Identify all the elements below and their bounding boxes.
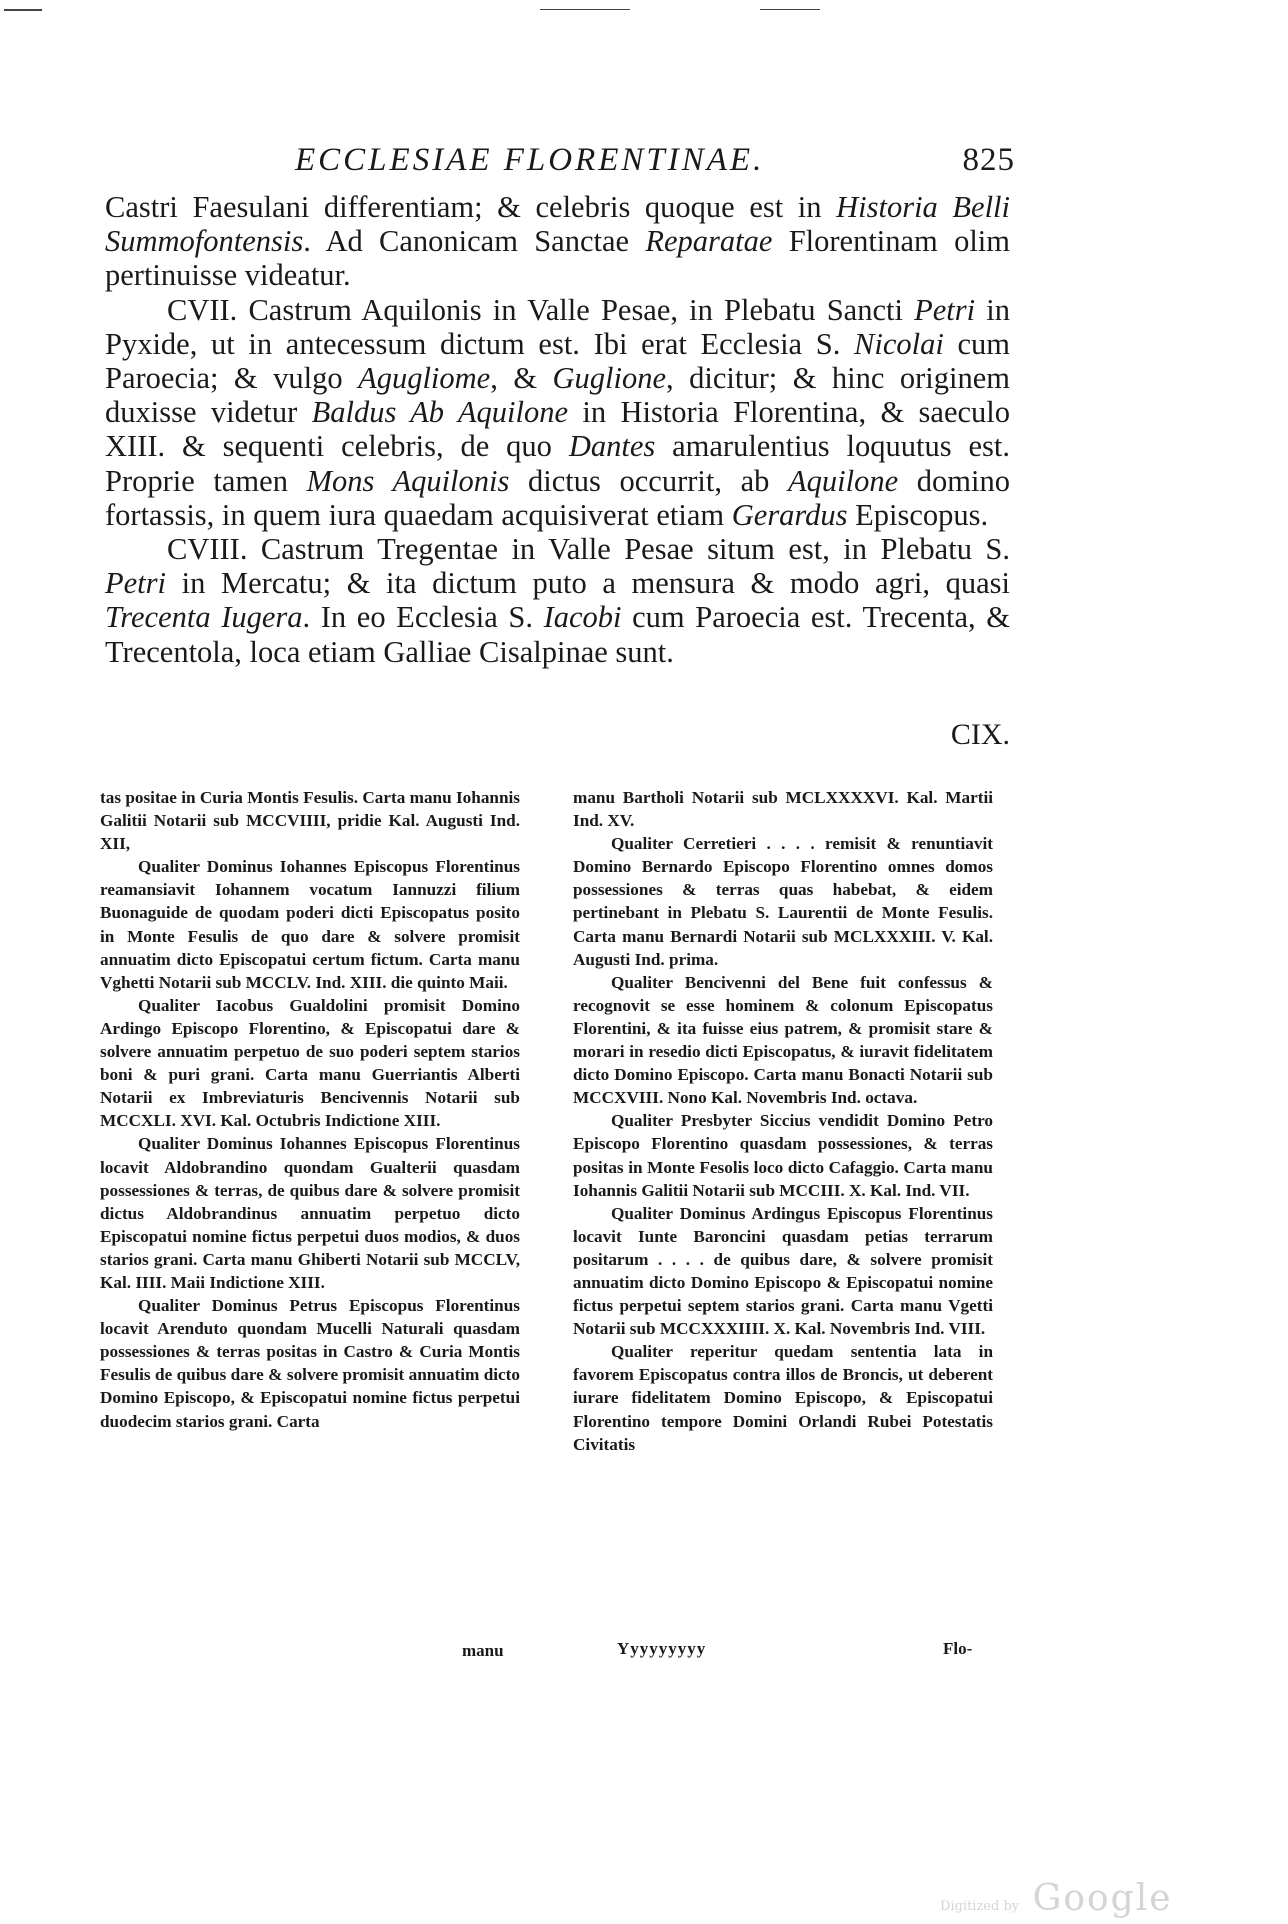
italic-phrase: Reparatae (645, 224, 773, 259)
running-title: ECCLESIAE FLORENTINAE. (295, 142, 765, 178)
text-run: in Pyxide, ut in antecessum dictum est. Ibi erat Ecclesia S. (105, 292, 1010, 361)
text-run: . In eo Ecclesia S. (302, 600, 544, 635)
scan-edge-mark (540, 9, 630, 10)
watermark-prefix: Digitized by (940, 1899, 1020, 1914)
italic-phrase: Iacobi (543, 600, 622, 635)
footnote-column-left (100, 786, 520, 1433)
italic-phrase: Dantes (568, 429, 656, 464)
italic-phrase: Historia Belli Summofontensis (105, 190, 1010, 259)
footnote-paragraph: Qualiter Presbyter Siccius vendidit Domino Petro Episcopo Florentino quasdam possessiones, & terras positas in Monte Fesolis loco dicto Cafaggio. Carta manu Iohannis Galitii Notarii sub MCCIII. X. Kal. Ind. VII. (573, 1111, 993, 1200)
scan-edge-mark (760, 9, 820, 10)
italic-phrase: Aquilone (788, 463, 899, 498)
footnote-paragraph: manu Bartholi Notarii sub MCLXXXXVI. Kal. Martii Ind. XV. (573, 788, 993, 831)
scan-edge-mark (4, 9, 42, 11)
text-run: domino fortassis, in quem iura quaedam acquisiverat etiam (105, 463, 1011, 532)
main-paragraph (105, 293, 1010, 532)
main-paragraph (105, 190, 1010, 293)
main-text (105, 190, 1010, 669)
text-run: . Ad Canonicam Sanctae (303, 224, 646, 259)
text-run: Castri Faesulani differentiam; & celebris quoque est in (105, 190, 837, 224)
watermark-logo: Google (1032, 1878, 1173, 1919)
text-run: amarulentius loquutus est. Proprie tamen (105, 429, 1010, 498)
text-run: , & (490, 361, 553, 396)
text-run: CVIII. Castrum Tregentae in Valle Pesae situm est, in Plebatu S. (167, 532, 1010, 567)
text-run: Florentinam olim pertinuisse videatur. (105, 224, 1010, 293)
page-number: 825 (962, 142, 1015, 178)
footnote-paragraph: Qualiter Dominus Iohannes Episcopus Florentinus locavit Aldobrandino quondam Gualterii quasdam possessiones & terras, de quibus dare & solvere promisit dictus Aldobrandinus annuatim perpetuo dicto Episcopatui nomine fictus perpetui duos modios, & duos starios grani. Carta manu Ghiberti Notarii sub MCCLV, Kal. IIII. Maii Indictione XIII. (100, 1134, 520, 1292)
text-run: , dicitur; & hinc originem duxisse videtur (105, 361, 1010, 430)
text-run: CVII. Castrum Aquilonis in Valle Pesae, in Plebatu Sancti (167, 292, 915, 327)
italic-phrase: Agugliome (358, 361, 491, 396)
running-head (295, 142, 1015, 182)
text-run: in Mercatu; & ita dictum puto a mensura & modo agri, quasi (166, 566, 1010, 601)
italic-phrase: Guglione (552, 361, 667, 396)
digitized-watermark (940, 1878, 1173, 1919)
italic-phrase: Nicolai (854, 326, 944, 361)
footnote-paragraph: Qualiter reperitur quedam sententia lata in favorem Episcopatus contra illos de Broncis, ut deberent iurare fidelitatem Domino Episcopo, & Episcopatui Florentino tempore Domini Orlandi Rubei Potestatis Civitatis (573, 1342, 993, 1454)
footnote-paragraph: Qualiter Bencivenni del Bene fuit confessus & recognovit se esse hominem & colonum Episcopatus Florentini, & ita fuisse eius patrem, & promisit stare & morari in resedio dicti Episcopatus, & iuravit fidelitatem dicto Domino Episcopo. Carta manu Bonacti Notarii sub MCCXVIII. Nono Kal. Novembris Ind. octava. (573, 972, 993, 1108)
text-run: cum Paroecia; & vulgo (105, 326, 1011, 396)
italic-phrase: Baldus Ab Aquilone (311, 395, 568, 430)
signature-mark: Yyyyyyyyy (617, 1639, 707, 1658)
text-run: Episcopus. (847, 497, 989, 532)
italic-phrase: Mons Aquilonis (306, 463, 510, 498)
footnote-paragraph: Qualiter Iacobus Gualdolini promisit Domino Ardingo Episcopo Florentino, & Episcopatui dare & solvere annuatim perpetuo de suo poderi septem starios boni & puri grani. Carta manu Guerriantis Alberti Notarii ex Imbreviaturis Bencivennis Notarii sub MCCXLI. XVI. Kal. Octubris Indictione XIII. (100, 995, 520, 1131)
footnote-paragraph: Qualiter Dominus Iohannes Episcopus Florentinus reamansiavit Iohannem vocatum Iannuzzi filium Buonaguide de quodam poderi dicti Episcopatus posito in Monte Fesulis de quo dare & solvere promisit annuatim dicto Episcopatui certum fictum. Carta manu Vghetti Notarii sub MCCLV. Ind. XIII. die quinto Maii. (100, 857, 520, 992)
italic-phrase: Petri (105, 566, 166, 601)
text-run: cum Paroecia est. Trecenta, & Trecentola, loca etiam Galliae Cisalpinae sunt. (105, 600, 1010, 669)
catchword: CIX. (950, 718, 1010, 751)
footnote-paragraph: tas positae in Curia Montis Fesulis. Carta manu Iohannis Galitii Notarii sub MCCVIIII, pridie Kal. Augusti Ind. XII, (100, 788, 520, 854)
footnote-paragraph: Qualiter Dominus Ardingus Episcopus Florentinus locavit Iunte Baroncini quasdam petias terrarum positarum . . . . de quibus dare, & solvere promisit annuatim dicto Domino Episcopo & Episcopatui nomine fictus perpetui septem starios grani. Carta manu Vgetti Notarii sub MCCXXXIIII. X. Kal. Novembris Ind. VIII. (573, 1203, 993, 1339)
text-run: dictus occurrit, ab (509, 463, 789, 498)
catchword: manu (462, 1641, 504, 1660)
main-paragraph (105, 532, 1010, 669)
catchword: Flo- (943, 1639, 973, 1658)
italic-phrase: Gerardus (731, 497, 848, 532)
italic-phrase: Petri (914, 292, 976, 327)
text-run: in Historia Florentina, & saeculo XIII. & sequenti celebris, de quo (105, 395, 1010, 464)
italic-phrase: Trecenta Iugera (105, 600, 303, 635)
footnote-paragraph: Qualiter Dominus Petrus Episcopus Florentinus locavit Arenduto quondam Mucelli Naturali quasdam possessiones & terras positas in Castro & Curia Montis Fesulis de quibus dare & solvere promisit annuatim dicto Domino Episcopo, & Episcopatui nomine fictus perpetui duodecim starios grani. Carta (100, 1296, 520, 1431)
footnote-paragraph: Qualiter Cerretieri . . . . remisit & renuntiavit Domino Bernardo Episcopo Florentino omnes domos possessiones & terras quas habebat, & eidem pertinebant in Plebatu S. Laurentii de Monte Fesulis. Carta manu Bernardi Notarii sub MCLXXXIII. V. Kal. Augusti Ind. prima. (573, 834, 993, 969)
footnote-column-right (573, 786, 993, 1456)
